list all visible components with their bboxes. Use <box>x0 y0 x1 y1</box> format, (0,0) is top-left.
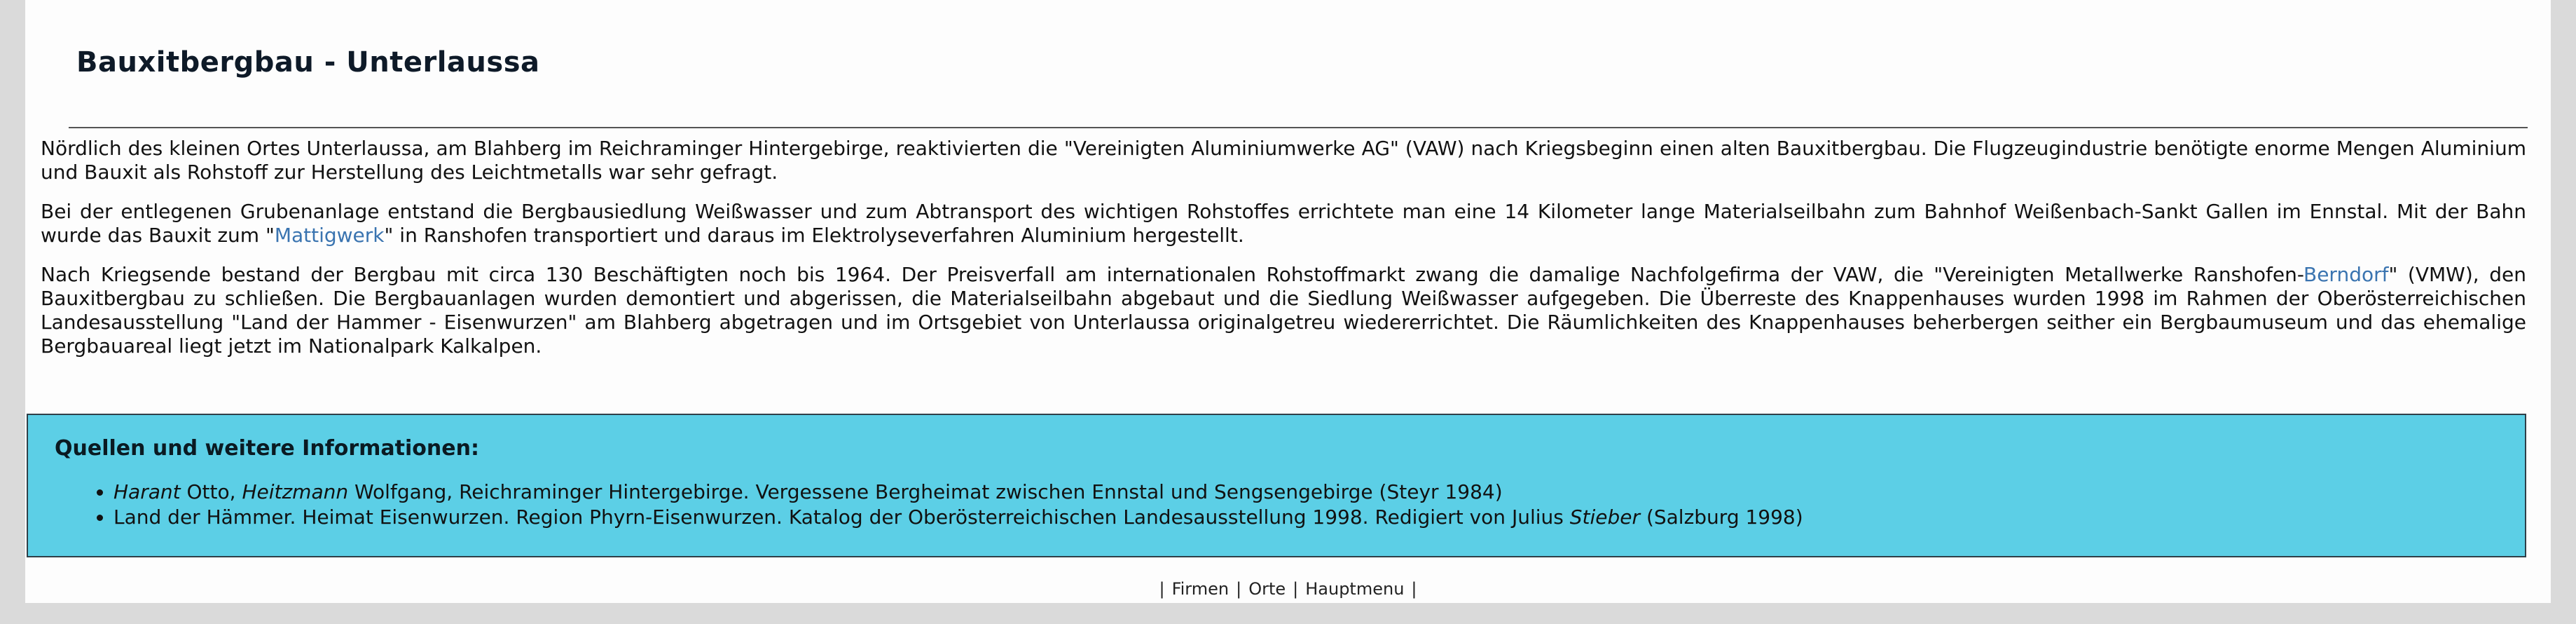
source-1-title: Wolfgang, Reichraminger Hintergebirge. Vergessene Bergheimat zwischen Ennstal und Sengsengebirge (Steyr 1984) <box>348 480 1503 503</box>
sources-list <box>85 480 1803 530</box>
paragraph-3-text-b: " (VMW), den Bauxitbergbau zu schließen. Die Bergbauanlagen wurden demontiert und abgerissen, die Materialseilbahn abgebaut und die Siedlung Weißwasser aufgegeben. Die Überreste des Knappenhauses wurden 1998 im Rahmen der Oberösterreichischen Landesausstellung "Land der Hammer - Eisenwurzen" am Blahberg abgetragen und im Ortsgebiet von Unterlaussa originalgetreu wiedererrichtet. Die Räumlichkeiten des Knappenhauses beherbergen seither ein Bergbaumuseum und das ehemalige Bergbauareal liegt jetzt im Nationalpark Kalkalpen. <box>41 263 2527 358</box>
paragraph-3-text-a: Nach Kriegsende bestand der Bergbau mit circa 130 Beschäftigten noch bis 1964. Der Preisverfall am internationalen Rohstoffmarkt zwang die damalige Nachfolgefirma der VAW, die "Vereinigten Metallwerke Ranshofen- <box>41 263 2303 286</box>
paragraph-1: Nördlich des kleinen Ortes Unterlaussa, am Blahberg im Reichraminger Hintergebirge, reaktivierten die "Vereinigten Aluminiumwerke AG" (VAW) nach Kriegsbeginn einen alten Bauxitbergbau. Die Flugzeugindustrie benötigte enorme Mengen Aluminium und Bauxit als Rohstoff zur Herstellung des Leichtmetalls war sehr gefragt. <box>41 137 2526 184</box>
mattigwerk-link[interactable]: Mattigwerk <box>274 224 385 247</box>
footer-link-hauptmenu[interactable]: Hauptmenu <box>1305 579 1405 599</box>
source-1-author-1-first: Otto, <box>180 480 242 503</box>
source-item-1 <box>113 480 1803 505</box>
page-container <box>25 0 2551 603</box>
berndorf-link[interactable]: Berndorf <box>2303 263 2389 286</box>
source-1-author-2: Heitzmann <box>242 480 349 503</box>
source-1-author-1: Harant <box>113 480 181 503</box>
article-body <box>41 137 2526 374</box>
footer-separator: | <box>1411 579 1417 599</box>
source-2-title: Land der Hämmer. Heimat Eisenwurzen. Region Phyrn-Eisenwurzen. Katalog der Oberösterreichischen Landesausstellung 1998. Redigiert von Julius <box>113 506 1570 529</box>
footer-separator: | <box>1236 579 1242 599</box>
title-divider <box>69 127 2528 128</box>
footer-link-orte[interactable]: Orte <box>1248 579 1286 599</box>
source-2-editor: Stieber <box>1569 506 1641 529</box>
paragraph-3 <box>41 263 2526 358</box>
footer-separator: | <box>1293 579 1299 599</box>
sources-heading: Quellen und weitere Informationen: <box>55 436 479 461</box>
paragraph-2 <box>41 200 2526 247</box>
page-title: Bauxitbergbau - Unterlaussa <box>76 46 540 79</box>
paragraph-2-text-a: Bei der entlegenen Grubenanlage entstand die Bergbausiedlung Weißwasser und zum Abtransport des wichtigen Rohstoffes errichtete man eine 14 Kilometer lange Materialseilbahn zum Bahnhof Weißenbach-Sankt Gallen im Ennstal. Mit der Bahn wurde das Bauxit zum " <box>41 200 2526 247</box>
footer-link-firmen[interactable]: Firmen <box>1171 579 1230 599</box>
footer-separator: | <box>1159 579 1165 599</box>
sources-box <box>27 414 2526 557</box>
footer-nav <box>25 579 2551 599</box>
source-item-2 <box>113 505 1803 530</box>
source-2-rest: (Salzburg 1998) <box>1640 506 1803 529</box>
paragraph-2-text-b: " in Ranshofen transportiert und daraus im Elektrolyseverfahren Aluminium hergestellt. <box>384 224 1244 247</box>
